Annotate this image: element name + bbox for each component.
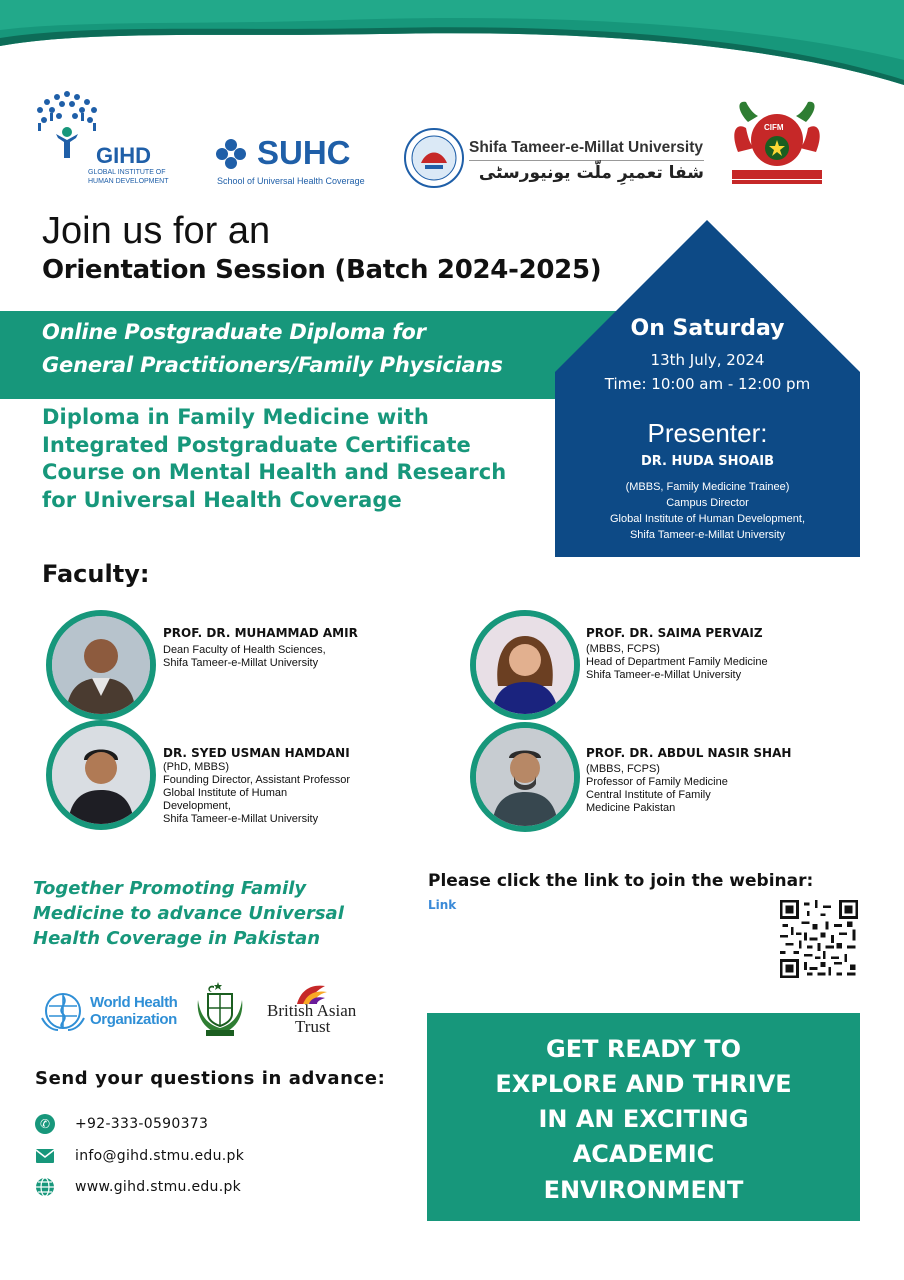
stmu-seal-icon <box>403 127 465 189</box>
website-url[interactable]: www.gihd.stmu.edu.pk <box>75 1179 242 1195</box>
tagline-line: Together Promoting Family <box>33 878 307 899</box>
faculty-photo <box>46 720 156 830</box>
gihd-logo <box>32 88 169 188</box>
top-wave-decoration <box>0 0 904 95</box>
stmu-name: Shifa Tameer-e-Millat University <box>469 139 704 156</box>
presenter-line: Shifa Tameer-e-Millat University <box>629 529 786 541</box>
faculty-detail: (MBBS, FCPS) <box>586 763 660 775</box>
cta-line: EXPLORE AND THRIVE <box>495 1070 792 1098</box>
faculty-heading: Faculty: <box>42 560 150 588</box>
program-line-1: Online Postgraduate Diploma for <box>42 320 426 344</box>
faculty-detail: Development, <box>163 800 231 812</box>
email-address[interactable]: info@gihd.stmu.edu.pk <box>75 1148 245 1164</box>
cta-line: ENVIRONMENT <box>543 1176 744 1204</box>
faculty-detail: Shifa Tameer-e-Millat University <box>586 669 742 681</box>
suhc-subtitle: School of Universal Health Coverage <box>217 176 365 186</box>
faculty-detail: Dean Faculty of Health Sciences, <box>163 644 326 656</box>
government-emblem-icon <box>194 980 246 1038</box>
stmu-divider <box>469 160 704 161</box>
stmu-urdu-name: شفا تعمیرِ ملّت یونیورسٹی <box>478 163 704 183</box>
phone-icon: ✆ <box>35 1114 55 1134</box>
faculty-detail: Medicine Pakistan <box>586 802 676 814</box>
contact-phone[interactable] <box>35 1113 209 1135</box>
presenter-label: Presenter: <box>647 418 768 448</box>
diploma-line: Diploma in Family Medicine with <box>42 405 429 429</box>
gihd-acronym: GIHD <box>96 143 151 168</box>
who-name-line-2: Organization <box>90 1011 177 1028</box>
globe-icon <box>35 1177 55 1197</box>
who-logo <box>40 990 180 1034</box>
cifm-logo <box>728 92 826 190</box>
faculty-detail: Professor of Family Medicine <box>586 776 728 788</box>
faculty-name: PROF. DR. SAIMA PERVAIZ <box>586 626 763 640</box>
faculty-name: DR. SYED USMAN HAMDANI <box>163 746 350 760</box>
faculty-detail: Central Institute of Family <box>586 789 711 801</box>
event-time: Time: 10:00 am - 12:00 pm <box>604 375 811 393</box>
orientation-heading: Orientation Session (Batch 2024-2025) <box>42 255 602 285</box>
diploma-line: Integrated Postgraduate Certificate <box>42 432 471 457</box>
faculty-name: PROF. DR. ABDUL NASIR SHAH <box>586 746 792 760</box>
presenter-name: DR. HUDA SHOAIB <box>640 454 775 469</box>
diploma-line: for Universal Health Coverage <box>42 487 402 512</box>
cta-line: IN AN EXCITING <box>538 1105 749 1133</box>
bat-name-line-1: British Asian <box>267 1001 357 1020</box>
webinar-prompt: Please click the link to join the webinar: <box>428 871 814 891</box>
suhc-logo <box>215 136 375 191</box>
faculty-detail: Head of Department Family Medicine <box>586 656 768 668</box>
suhc-acronym: SUHC <box>257 134 351 171</box>
email-icon <box>35 1148 55 1164</box>
event-day: On Saturday <box>630 316 785 341</box>
faculty-photo <box>46 610 156 720</box>
join-heading: Join us for an <box>42 210 271 252</box>
stmu-logo <box>403 125 708 195</box>
diploma-line: Course on Mental Health and Research <box>42 460 507 484</box>
faculty-detail: Founding Director, Assistant Professor <box>163 774 351 786</box>
bat-name-line-2: Trust <box>295 1017 331 1036</box>
contact-website[interactable] <box>35 1176 242 1198</box>
faculty-detail: Shifa Tameer-e-Millat University <box>163 657 319 669</box>
who-name-line-1: World Health <box>90 994 178 1011</box>
phone-number[interactable]: +92-333-0590373 <box>75 1116 209 1132</box>
gihd-subtitle-2: HUMAN DEVELOPMENT <box>88 178 169 185</box>
event-date: 13th July, 2024 <box>650 351 765 369</box>
faculty-detail: (MBBS, FCPS) <box>586 643 660 655</box>
faculty-photo <box>470 722 580 832</box>
webinar-link[interactable]: Link <box>428 898 457 912</box>
diploma-description <box>42 404 562 514</box>
faculty-detail: (PhD, MBBS) <box>163 761 230 773</box>
contact-email[interactable] <box>35 1145 245 1167</box>
who-emblem-icon <box>40 990 86 1032</box>
tagline <box>33 876 393 951</box>
cta-line: GET READY TO <box>546 1035 741 1063</box>
british-asian-trust-logo <box>265 982 375 1038</box>
tagline-line: Health Coverage in Pakistan <box>33 928 321 949</box>
cifm-crest-icon <box>728 92 826 190</box>
suhc-flower-icon <box>215 138 247 170</box>
call-to-action-box <box>427 1013 860 1221</box>
faculty-detail: Shifa Tameer-e-Millat University <box>163 813 319 825</box>
program-line-2: General Practitioners/Family Physicians <box>42 353 503 377</box>
program-band <box>0 311 640 399</box>
faculty-photo <box>470 610 580 720</box>
qr-code[interactable] <box>780 900 858 978</box>
event-details-panel <box>555 220 860 557</box>
questions-heading: Send your questions in advance: <box>35 1068 386 1089</box>
gihd-people-icon <box>32 88 102 160</box>
tagline-line: Medicine to advance Universal <box>33 903 344 924</box>
presenter-line: Global Institute of Human Development, <box>609 513 806 525</box>
presenter-line: Campus Director <box>666 497 749 509</box>
cifm-acronym: CIFM <box>764 123 784 132</box>
faculty-detail: Global Institute of Human <box>163 787 288 799</box>
gihd-subtitle-1: GLOBAL INSTITUTE OF <box>88 169 166 176</box>
presenter-line: (MBBS, Family Medicine Trainee) <box>625 481 790 493</box>
cta-line: ACADEMIC <box>572 1140 715 1168</box>
faculty-name: PROF. DR. MUHAMMAD AMIR <box>163 626 358 640</box>
